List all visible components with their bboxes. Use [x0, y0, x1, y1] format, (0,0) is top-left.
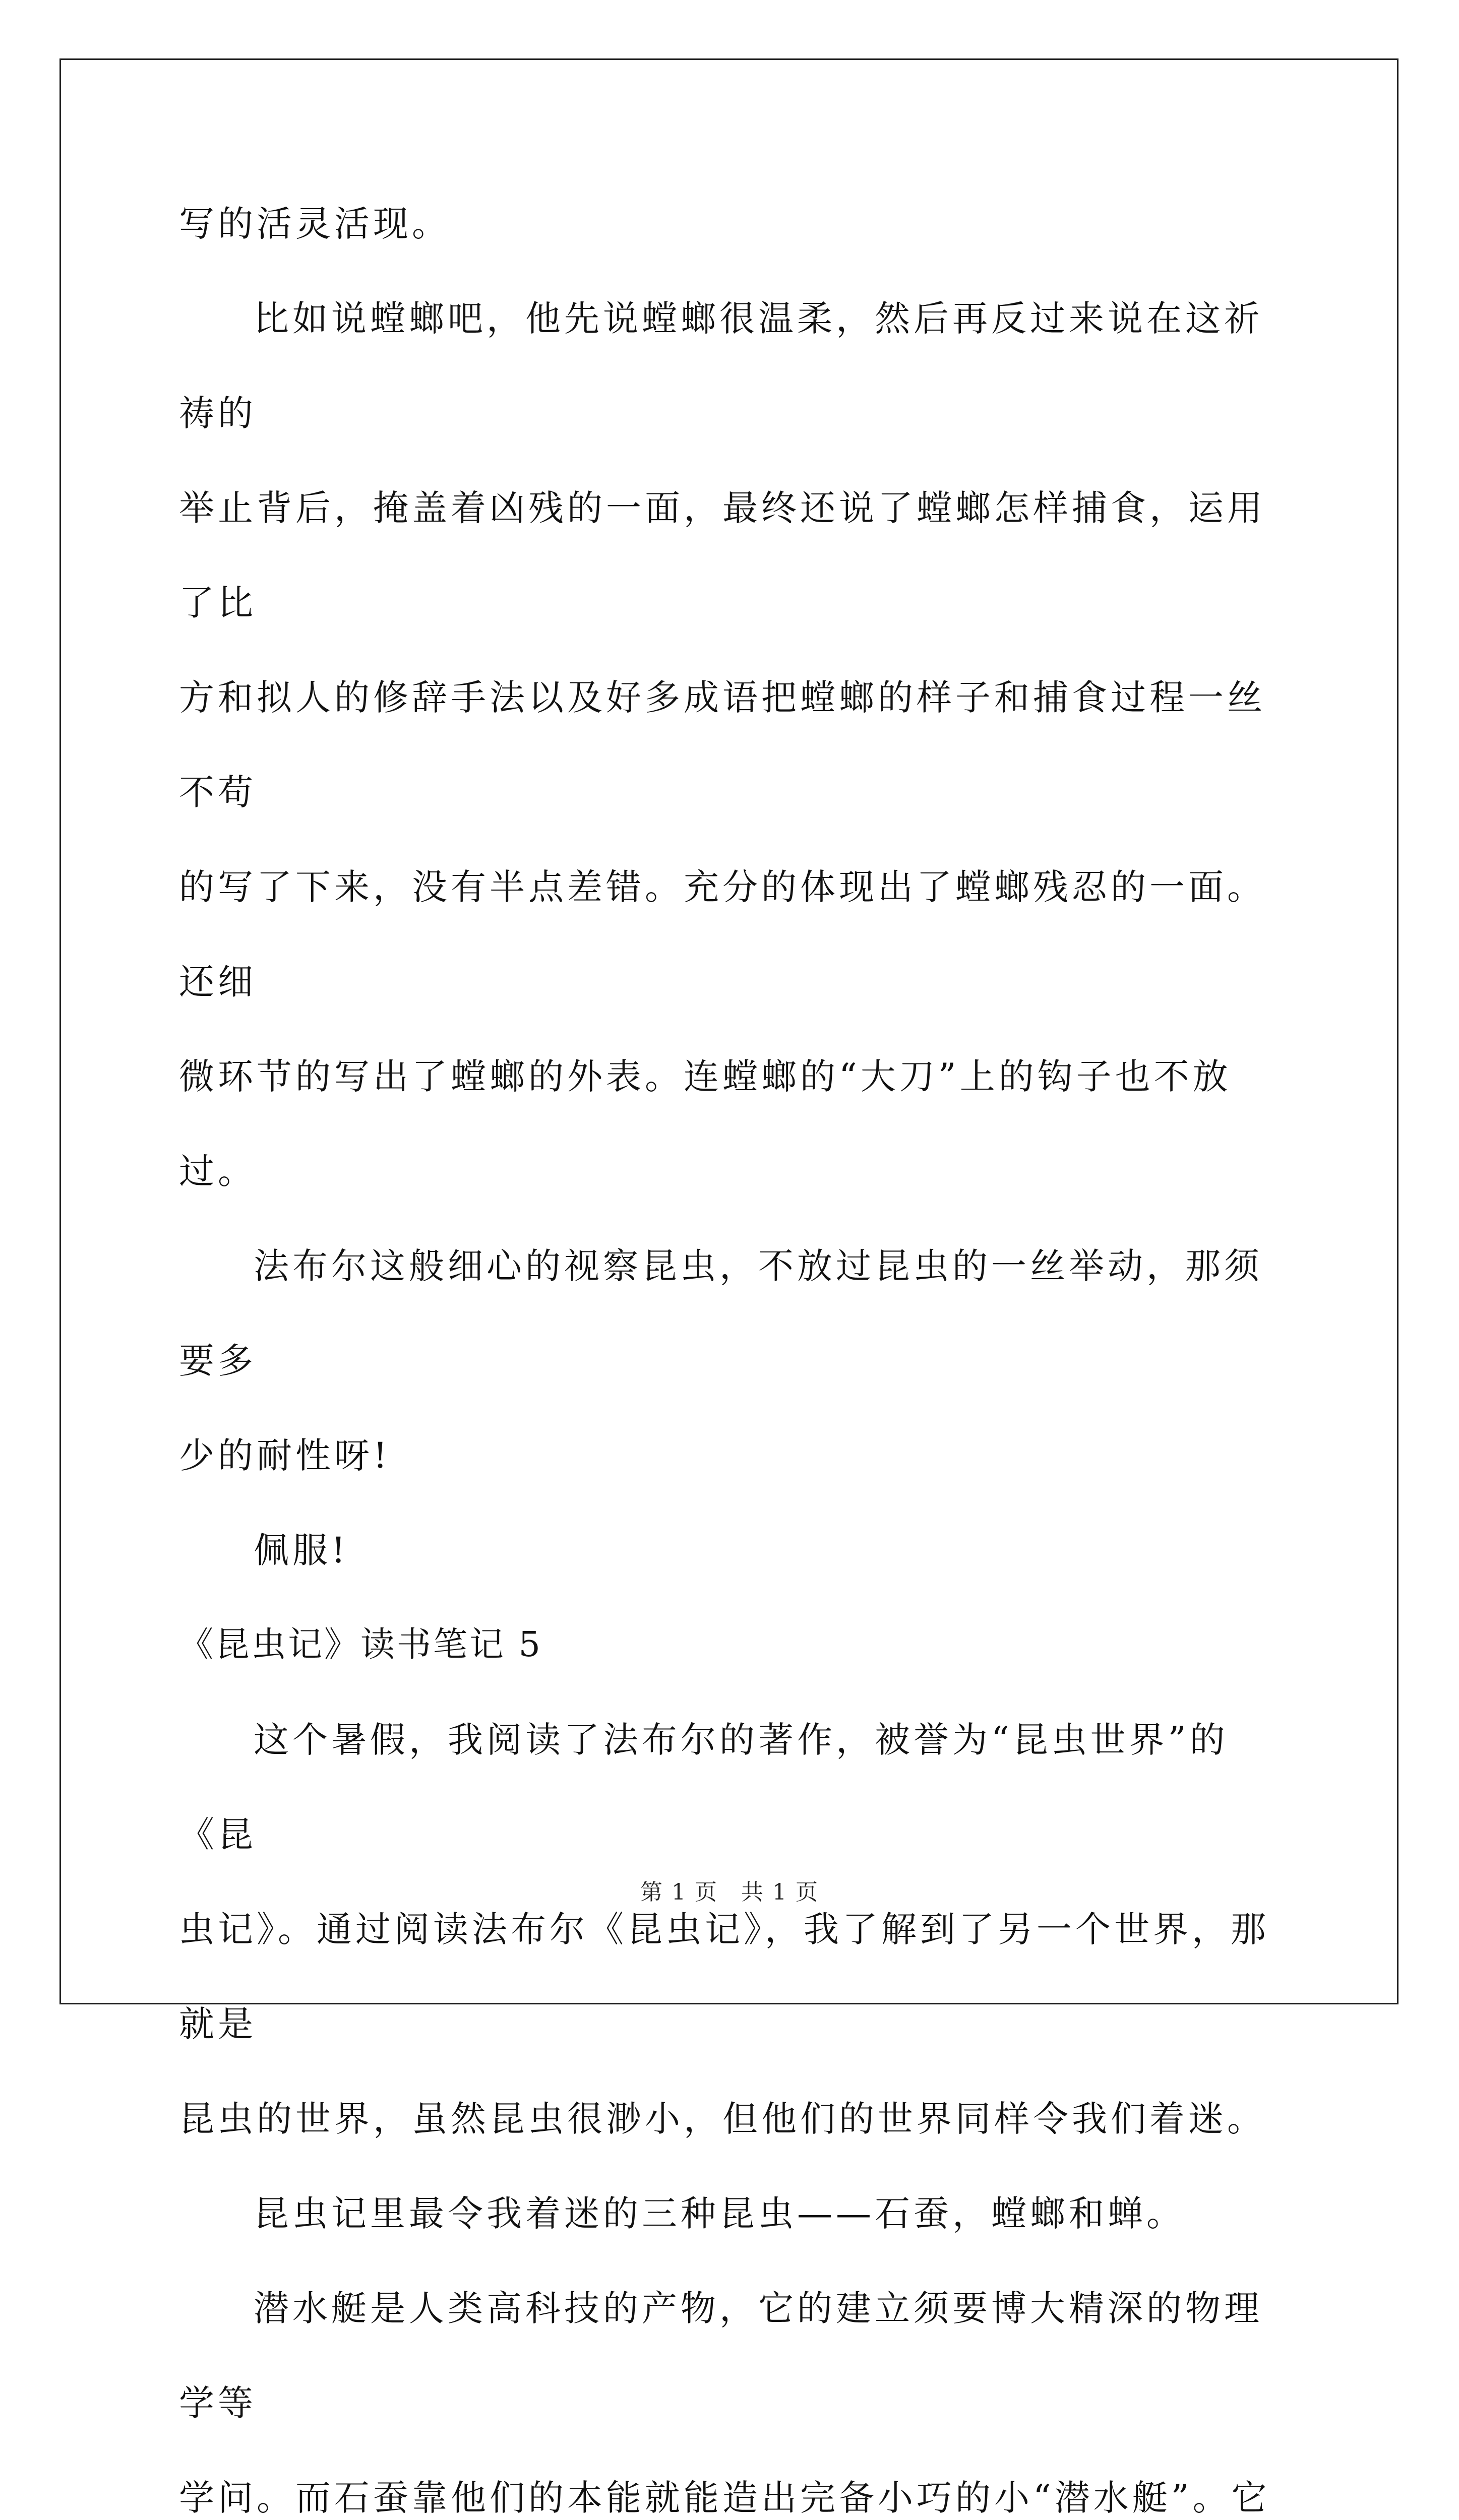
paragraph	[179, 2166, 1283, 2261]
text-line: 虫记》。通过阅读法布尔《昆虫记》，我了解到了另一个世界，那就是	[179, 1909, 1269, 2045]
paragraph	[179, 2261, 1283, 2520]
text-line: 方和拟人的修辞手法以及好多成语把螳螂的样子和捕食过程一丝不苟	[179, 677, 1266, 813]
paragraph	[179, 1503, 1283, 1598]
section-heading	[179, 1598, 1283, 1692]
text-line: 这个暑假，我阅读了法布尔的著作，被誉为“昆虫世界”的《昆	[179, 1719, 1229, 1855]
text-line: 佩服!	[254, 1530, 349, 1571]
text-line: 昆虫记里最令我着迷的三种昆虫——石蚕，螳螂和蝉。	[254, 2193, 1185, 2234]
paragraph	[179, 271, 1283, 1219]
text-line: 少的耐性呀!	[179, 1435, 391, 1476]
text-line: 写的活灵活现。	[179, 203, 451, 244]
paragraph	[179, 176, 1283, 271]
text-line: 比如说螳螂吧，他先说螳螂很温柔，然后再反过来说在这祈祷的	[179, 298, 1263, 434]
text-line: 《昆虫记》读书笔记 5	[179, 1625, 542, 1665]
document-body	[179, 176, 1283, 2520]
text-line: 举止背后，掩盖着凶残的一面，最终还说了螳螂怎样捕食，运用了比	[179, 487, 1266, 623]
text-line: 昆虫的世界，虽然昆虫很渺小，但他们的世界同样令我们着迷。	[179, 2098, 1266, 2139]
text-line: 微环节的写出了螳螂的外表。连螳螂的“大刀”上的钩子也不放过。	[179, 1056, 1232, 1192]
text-line: 学问。而石蚕靠他们的本能就能造出完备小巧的小“潜水艇”。它	[179, 2477, 1270, 2518]
text-line: 的写了下来，没有半点差错。充分的体现出了螳螂残忍的一面。还细	[179, 866, 1266, 1002]
paragraph	[179, 1692, 1283, 2166]
text-line: 法布尔这般细心的视察昆虫，不放过昆虫的一丝举动，那须要多	[179, 1245, 1263, 1381]
paragraph	[179, 1219, 1283, 1503]
text-line: 潜水艇是人类高科技的产物，它的建立须要博大精深的物理学等	[179, 2288, 1263, 2424]
page-footer: 第 1 页 共 1 页	[640, 1879, 819, 1905]
